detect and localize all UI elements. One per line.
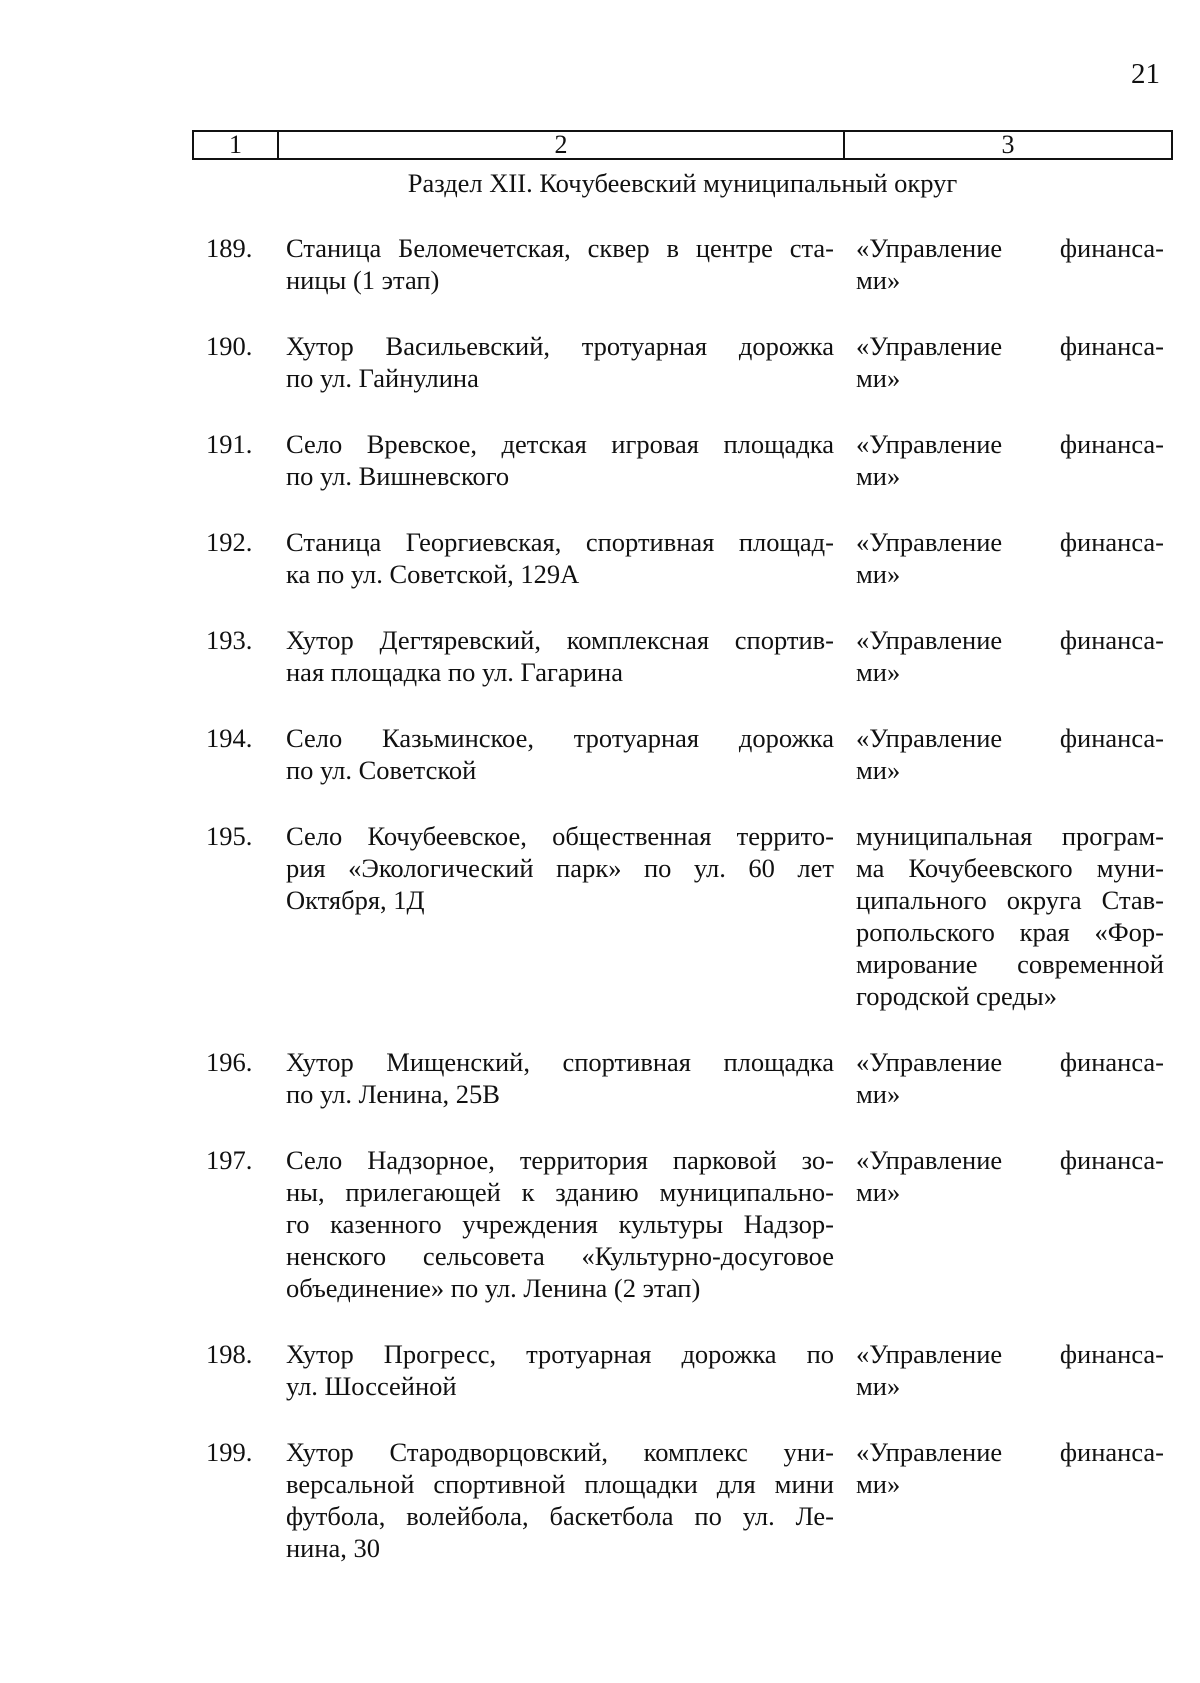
row-number: 195. [206, 821, 253, 851]
funding-word: «Управление [856, 723, 1003, 753]
funding-line [856, 624, 1164, 656]
funding-line [856, 1436, 1164, 1468]
description-line: объединение» по ул. Ленина (2 этап) [286, 1273, 701, 1303]
row-number: 190. [206, 331, 253, 361]
row-description [286, 624, 834, 688]
row-description [286, 1436, 834, 1564]
table-row [0, 1436, 1200, 1564]
row-number: 198. [206, 1339, 253, 1369]
program-line: ропольского края «Фор- [856, 917, 1164, 947]
table-row [0, 722, 1200, 786]
table-header [192, 130, 1173, 160]
row-number: 199. [206, 1437, 253, 1467]
funding-line: ми» [856, 657, 901, 687]
description-line: по ул. Советской [286, 755, 477, 785]
description-line: Хутор Мищенский, спортивная площадка [286, 1047, 834, 1077]
description-line: Хутор Дегтяревский, комплексная спортив- [286, 625, 834, 655]
description-line: ная площадка по ул. Гагарина [286, 657, 623, 687]
funding-line: ми» [856, 755, 901, 785]
funding-line [856, 1338, 1164, 1370]
description-line: Село Казьминское, тротуарная дорожка [286, 723, 834, 753]
row-description [286, 722, 834, 786]
funding-word: «Управление [856, 1145, 1003, 1175]
row-funding-source [856, 1436, 1164, 1564]
table-row [0, 428, 1200, 492]
funding-line: ми» [856, 265, 901, 295]
funding-word: финанса- [1059, 527, 1164, 557]
description-line: Октября, 1Д [286, 885, 425, 915]
funding-word: «Управление [856, 1437, 1003, 1467]
funding-line: ми» [856, 1469, 901, 1499]
funding-word: «Управление [856, 1339, 1003, 1369]
table-row [0, 820, 1200, 1012]
funding-word: финанса- [1059, 429, 1164, 459]
row-description [286, 428, 834, 492]
funding-word: финанса- [1059, 1437, 1164, 1467]
funding-word: финанса- [1059, 233, 1164, 263]
description-line: ны, прилегающей к зданию муниципально- [286, 1177, 834, 1207]
row-number: 192. [206, 527, 253, 557]
description-line: го казенного учреждения культуры Надзор- [286, 1209, 834, 1239]
row-funding-source [856, 526, 1164, 590]
description-line: Хутор Стародворцовский, комплекс уни- [286, 1437, 834, 1467]
description-line: Хутор Прогресс, тротуарная дорожка по [286, 1339, 834, 1369]
program-line: муниципальная програм- [856, 821, 1164, 851]
row-description [286, 232, 834, 296]
description-line: нина, 30 [286, 1533, 381, 1563]
row-funding-source [856, 1046, 1164, 1110]
row-description [286, 526, 834, 590]
funding-word: «Управление [856, 1047, 1003, 1077]
funding-line: ми» [856, 559, 901, 589]
row-funding-source [856, 1144, 1164, 1304]
row-description [286, 330, 834, 394]
funding-line: ми» [856, 461, 901, 491]
row-funding-source [856, 428, 1164, 492]
funding-word: «Управление [856, 331, 1003, 361]
table-body [0, 232, 1200, 1598]
funding-word: «Управление [856, 233, 1003, 263]
table-row [0, 330, 1200, 394]
table-row [0, 526, 1200, 590]
table-row [0, 624, 1200, 688]
funding-line [856, 722, 1164, 754]
row-funding-source [856, 722, 1164, 786]
description-line: ка по ул. Советской, 129А [286, 559, 580, 589]
funding-line [856, 1144, 1164, 1176]
row-description [286, 820, 834, 1012]
row-number: 193. [206, 625, 253, 655]
description-line: футбола, волейбола, баскетбола по ул. Ле- [286, 1501, 834, 1531]
row-funding-source [856, 820, 1164, 1012]
description-line: Станица Беломечетская, сквер в центре ста- [286, 233, 834, 263]
table-row [0, 1338, 1200, 1402]
row-description [286, 1338, 834, 1402]
table-row [0, 232, 1200, 296]
program-line: городской среды» [856, 981, 1057, 1011]
funding-line: ми» [856, 363, 901, 393]
description-line: Село Кочубеевское, общественная террито- [286, 821, 834, 851]
header-col-2: 2 [279, 132, 845, 158]
row-description [286, 1046, 834, 1110]
funding-line [856, 526, 1164, 558]
table-row [0, 1046, 1200, 1110]
funding-line [856, 330, 1164, 362]
row-number: 194. [206, 723, 253, 753]
description-line: ницы (1 этап) [286, 265, 440, 295]
description-line: ненского сельсовета «Культурно-досуговое [286, 1241, 834, 1271]
description-line: Село Вревское, детская игровая площадка [286, 429, 834, 459]
description-line: Станица Георгиевская, спортивная площад- [286, 527, 834, 557]
row-number: 189. [206, 233, 253, 263]
row-funding-source [856, 232, 1164, 296]
description-line: рия «Экологический парк» по ул. 60 лет [286, 853, 834, 883]
header-col-3: 3 [1001, 130, 1015, 159]
funding-word: финанса- [1059, 1339, 1164, 1369]
funding-word: «Управление [856, 527, 1003, 557]
row-description [286, 1144, 834, 1304]
funding-word: финанса- [1059, 331, 1164, 361]
description-line: по ул. Вишневского [286, 461, 510, 491]
funding-line [856, 232, 1164, 264]
funding-word: финанса- [1059, 1047, 1164, 1077]
description-line: Село Надзорное, территория парковой зо- [286, 1145, 834, 1175]
funding-word: «Управление [856, 429, 1003, 459]
funding-line [856, 1046, 1164, 1078]
page-number: 21 [1131, 58, 1160, 90]
header-col-1: 1 [194, 132, 279, 158]
description-line: версальной спортивной площадки для мини [286, 1469, 834, 1499]
funding-line: ми» [856, 1177, 901, 1207]
section-title: Раздел XII. Кочубеевский муниципальный округ [407, 168, 958, 198]
row-number: 196. [206, 1047, 253, 1077]
funding-line: ми» [856, 1079, 901, 1109]
row-funding-source [856, 330, 1164, 394]
description-line: ул. Шоссейной [286, 1371, 457, 1401]
funding-word: «Управление [856, 625, 1003, 655]
funding-word: финанса- [1059, 723, 1164, 753]
program-line: мирование современной [856, 949, 1164, 979]
row-funding-source [856, 624, 1164, 688]
description-line: по ул. Гайнулина [286, 363, 479, 393]
description-line: Хутор Васильевский, тротуарная дорожка [286, 331, 834, 361]
row-number: 191. [206, 429, 253, 459]
description-line: по ул. Ленина, 25В [286, 1079, 500, 1109]
row-funding-source [856, 1338, 1164, 1402]
funding-line: ми» [856, 1371, 901, 1401]
program-line: ма Кочубеевского муни- [856, 853, 1164, 883]
table-row [0, 1144, 1200, 1304]
funding-word: финанса- [1059, 625, 1164, 655]
program-line: ципального округа Став- [856, 885, 1164, 915]
funding-line [856, 428, 1164, 460]
funding-word: финанса- [1059, 1145, 1164, 1175]
row-number: 197. [206, 1145, 253, 1175]
